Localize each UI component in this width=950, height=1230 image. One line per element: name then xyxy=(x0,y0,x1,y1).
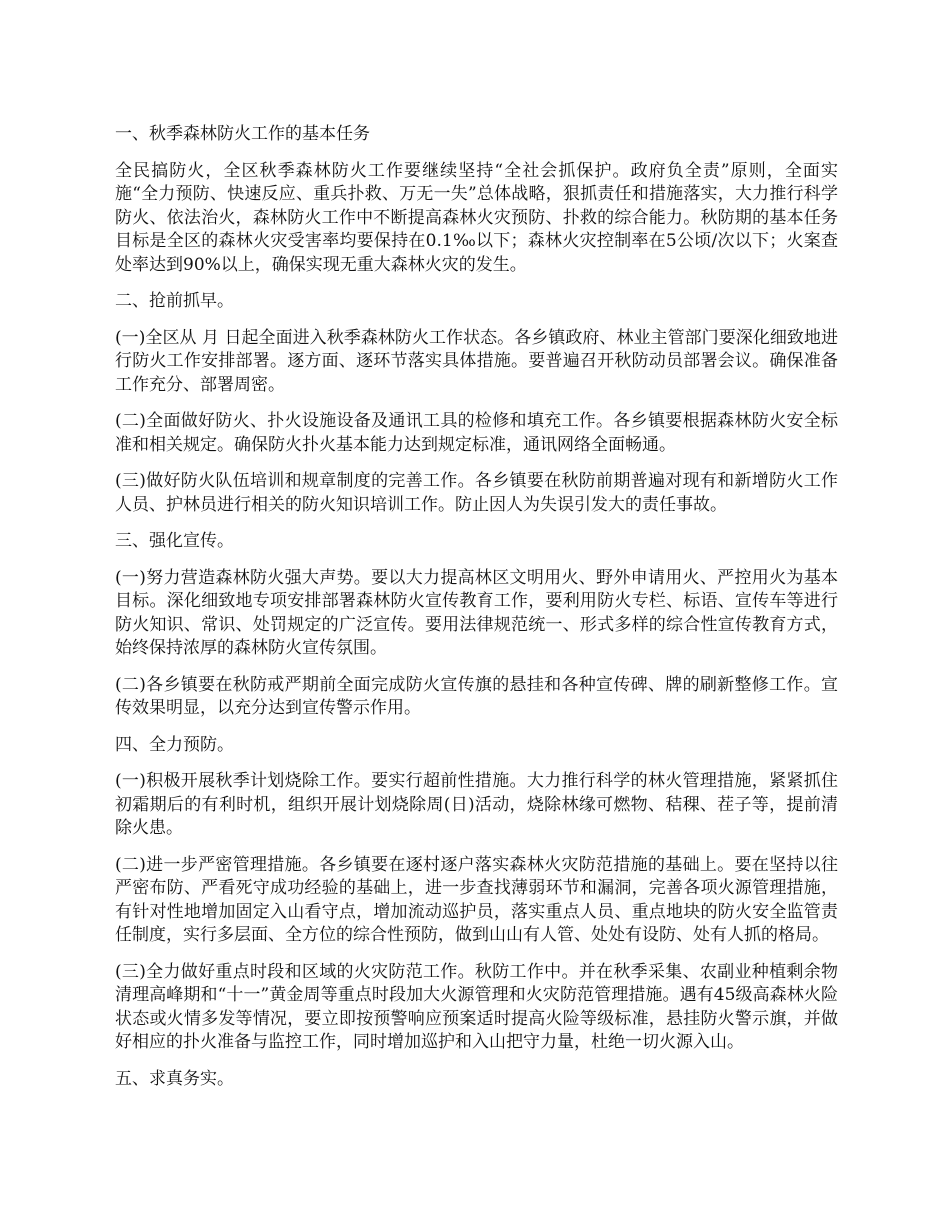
paragraph: (一)努力营造森林防火强大声势。要以大力提高林区文明用火、野外申请用火、严控用火为基本目标。深化细致地专项安排部署森林防火宣传教育工作，要利用防火专栏、标语、宣传车等进行防火知识、常识、处罚规定的广泛宣传。要用法律规范统一、形式多样的综合性宣传教育方式，始终保持浓厚的森林防火宣传氛围。 xyxy=(115,567,838,658)
section-heading-1: 一、秋季森林防火工作的基本任务 xyxy=(115,124,370,144)
section-heading-3: 三、强化宣传。 xyxy=(115,531,234,551)
paragraph: 全民搞防火，全区秋季森林防火工作要继续坚持“全社会抓保护。政府负全责”原则，全面实施“全力预防、快速反应、重兵扑救、万无一失”总体战略，狠抓责任和措施落实，大力推行科学防火、依法治火，森林防火工作中不断提高森林火灾预防、扑救的综合能力。秋防期的基本任务目标是全区的森林火灾受害率均要保持在0.1‰以下；森林火灾控制率在5公顷/次以下；火案查处率达到90%以上，确保实现无重大森林火灾的发生。 xyxy=(115,160,838,275)
paragraph: (三)全力做好重点时段和区域的火灾防范工作。秋防工作中。并在秋季采集、农副业种植剩余物清理高峰期和“十一”黄金周等重点时段加大火源管理和火灾防范管理措施。遇有45级高森林火险状态或火情多发等情况，要立即按预警响应预案适时提高火险等级标准，悬挂防火警示旗，并做好相应的扑火准备与监控工作，同时增加巡护和入山把守力量，杜绝一切火源入山。 xyxy=(115,961,838,1052)
paragraph: (一)积极开展秋季计划烧除工作。要实行超前性措施。大力推行科学的林火管理措施，紧紧抓住初霜期后的有利时机，组织开展计划烧除周(日)活动，烧除林缘可燃物、秸稞、茬子等，提前清除火患。 xyxy=(115,771,838,838)
section-heading-2: 二、抢前抓早。 xyxy=(115,291,234,311)
document-body xyxy=(115,123,838,1104)
paragraph: (一)全区从 月 日起全面进入秋季森林防火工作状态。各乡镇政府、林业主管部门要深化细致地进行防火工作安排部署。逐方面、逐环节落实具体措施。要普遍召开秋防动员部署会议。确保准备工作充分、部署周密。 xyxy=(115,327,838,395)
section-heading-5: 五、求真务实。 xyxy=(115,1068,234,1089)
paragraph: (二)进一步严密管理措施。各乡镇要在逐村逐户落实森林火灾防范措施的基础上。要在坚持以往严密布防、严看死守成功经验的基础上，进一步查找薄弱环节和漏洞，完善各项火源管理措施，有针对性地增加固定入山看守点，增加流动巡护员，落实重点人员、重点地块的防火安全监管责任制度，实行多层面、全方位的综合性预防，做到山山有人管、处处有设防、处有人抓的格局。 xyxy=(115,854,838,945)
paragraph: (二)各乡镇要在秋防戒严期前全面完成防火宣传旗的悬挂和各种宣传碑、牌的刷新整修工作。宣传效果明显，以充分达到宣传警示作用。 xyxy=(115,674,838,718)
paragraph: (二)全面做好防火、扑火设施设备及通讯工具的检修和填充工作。各乡镇要根据森林防火安全标准和相关规定。确保防火扑火基本能力达到规定标准，通讯网络全面畅通。 xyxy=(115,411,838,455)
section-heading-4: 四、全力预防。 xyxy=(115,734,234,755)
paragraph: (三)做好防火队伍培训和规章制度的完善工作。各乡镇要在秋防前期普遍对现有和新增防火工作人员、护林员进行相关的防火知识培训工作。防止因人为失误引发大的责任事故。 xyxy=(115,471,838,515)
